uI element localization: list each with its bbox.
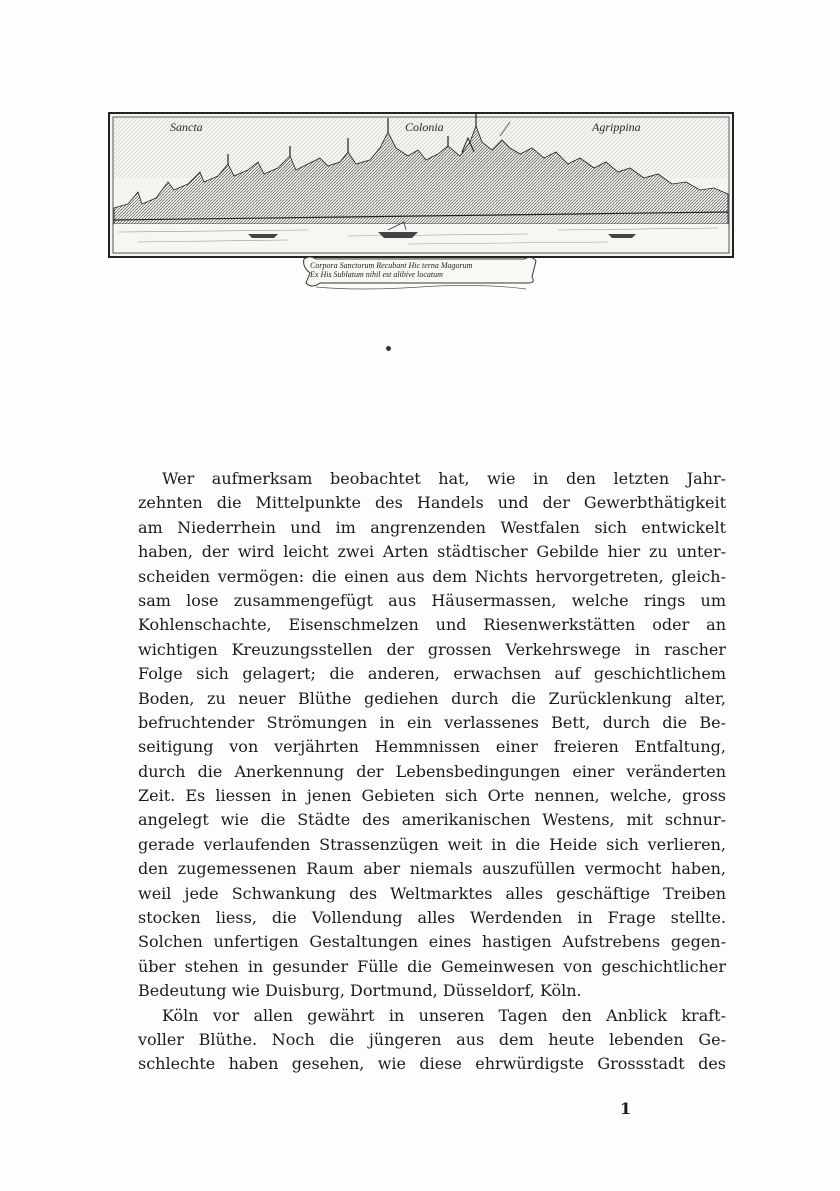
text-line: haben, der wird leicht zwei Arten städtischer Gebilde hier zu unter- <box>138 542 726 562</box>
text-line: Zeit. Es liessen in jenen Gebieten sich Orte nennen, welche, gross <box>138 786 726 806</box>
page-number: 1 <box>620 1099 632 1118</box>
text-line: Wer aufmerksam beobachtet hat, wie in den letzten Jahr- <box>162 469 726 488</box>
text-line: Bedeutung wie Duisburg, Dortmund, Düsseldorf, Köln. <box>138 981 582 1001</box>
text-line: Kohlenschachte, Eisenschmelzen und Riesenwerkstätten oder an <box>138 615 726 635</box>
text-line: scheiden vermögen: die einen aus dem Nichts hervorgetreten, gleich- <box>138 566 726 586</box>
sky-label-colonia: Colonia <box>405 120 444 134</box>
banner-line-2: Ex His Sublatum nihil est alibive locatum <box>310 270 443 279</box>
text-line: schlechte haben gesehen, wie diese ehrwürdigste Grossstadt des <box>138 1054 726 1074</box>
text-line: durch die Anerkennung der Lebensbedingungen einer veränderten <box>138 761 726 781</box>
text-line: befruchtender Strömungen in ein verlassenes Bett, durch die Be- <box>138 712 726 732</box>
sky-label-agrippina: Agrippina <box>592 120 641 134</box>
text-line: Köln vor allen gewährt in unseren Tagen den Anblick kraft- <box>162 1005 726 1025</box>
text-line: Boden, zu neuer Blüthe gediehen durch die Zurücklenkung alter, <box>138 688 726 708</box>
banner-line-1: Corpora Sanctorum Recubant Hic terna Magorum <box>310 261 473 270</box>
text-line: voller Blüthe. Noch die jüngeren aus dem heute lebenden Ge- <box>138 1029 726 1049</box>
text-line: zehnten die Mittelpunkte des Handels und der Gewerbthätigkeit <box>138 493 726 513</box>
text-line: stocken liess, die Vollendung alles Werdenden in Frage stellte. <box>138 908 726 928</box>
ink-speck <box>386 346 391 351</box>
text-line: am Niederrhein und im angrenzenden Westfalen sich entwickelt <box>138 517 726 537</box>
text-line: den zugemessenen Raum aber niemals auszufüllen vermocht haben, <box>138 859 726 879</box>
text-line: Solchen unfertigen Gestaltungen eines hastigen Aufstrebens gegen- <box>138 932 726 952</box>
text-line: weil jede Schwankung des Weltmarktes alles geschäftige Treiben <box>138 883 726 903</box>
text-line: angelegt wie die Städte des amerikanischen Westens, mit schnur- <box>138 810 726 830</box>
text-line: seitigung von verjährten Hemmnissen einer freieren Entfaltung, <box>138 737 726 757</box>
sky-label-sancta: Sancta <box>170 120 203 134</box>
text-line: wichtigen Kreuzungsstellen der grossen Verkehrswege in rascher <box>138 639 726 659</box>
text-line: gerade verlaufenden Strassenzügen weit in die Heide sich verlieren, <box>138 834 726 854</box>
text-line: Folge sich gelagert; die anderen, erwachsen auf geschichtlichem <box>138 664 726 684</box>
text-line: sam lose zusammengefügt aus Häusermassen, welche rings um <box>138 590 726 610</box>
body-paragraphs <box>138 467 726 1077</box>
text-line: über stehen in gesunder Fülle die Gemeinwesen von geschichtlicher <box>138 956 726 976</box>
